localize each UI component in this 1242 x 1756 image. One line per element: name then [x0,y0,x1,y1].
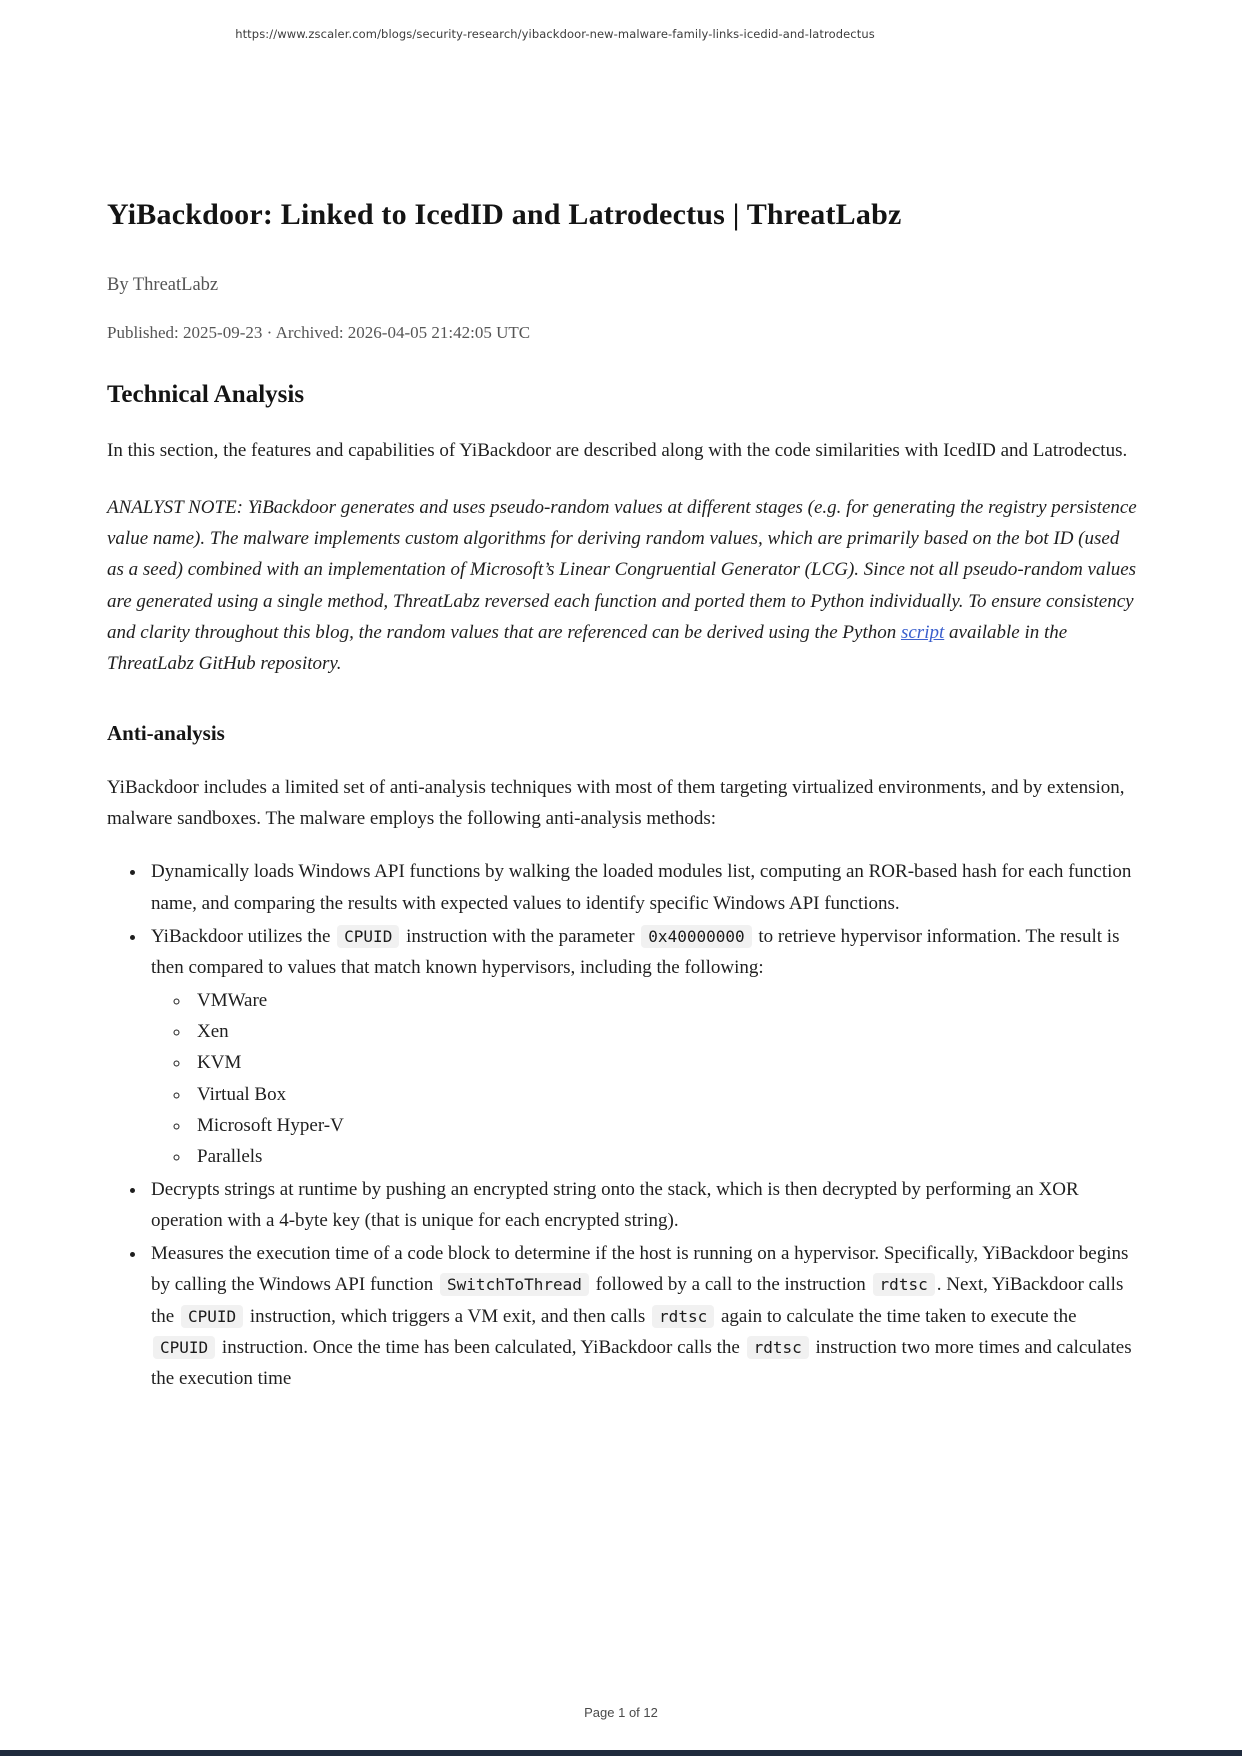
list-item: • YiBackdoor utilizes the CPUID instruction with the parameter 0x40000000 to retrieve hypervisor information. The result is then compared to values that match known hypervisors, including the following: ◦ VMWare ◦ Xen ◦ KVM ◦ Virtual Box ◦ Microsoft Hyper-V ◦ Parallels [147,921,1137,1172]
inline-link[interactable]: script [900,621,945,643]
inline-code: CPUID [153,1336,215,1359]
heading-anti-analysis: Anti-analysis [107,721,225,746]
byline: By ThreatLabz [107,275,219,295]
sublist-item: ◦ Virtual Box [191,1079,1137,1110]
inline-code: rdtsc [873,1273,935,1296]
heading-technical-analysis: Technical Analysis [107,381,305,408]
analyst-note: ANALYST NOTE: YiBackdoor generates and uses pseudo-random values at different stages (e.g. for generating the registry persistence value name). The malware implements custom algorithms for deriving random values, which are primarily based on the bot ID (used as a seed) combined with an implementation of Microsoft’s Linear Congruential Generator (LCG). Since not all pseudo-random values are generated using a single method, ThreatLabz reversed each function and ported them to Python individually. To ensure consistency and clarity throughout this blog, the random values that are referenced can be derived using the Python script available in the ThreatLabz GitHub repository. [107,497,1137,674]
sublist-item: ◦ Microsoft Hyper-V [191,1110,1137,1141]
page-number: Page 1 of 12 [584,1705,658,1720]
list-item: • Dynamically loads Windows API functions by walking the loaded modules list, computing an ROR-based hash for each function name, and comparing the results with expected values to identify specific Windows API functions. [147,856,1137,918]
inline-code: rdtsc [652,1305,714,1328]
sublist-item: ◦ KVM [191,1047,1137,1078]
sublist-item: ◦ VMWare [191,985,1137,1016]
inline-code: 0x40000000 [641,925,751,948]
article-content [107,0,1137,1396]
sublist-item: ◦ Parallels [191,1141,1137,1172]
inline-code: rdtsc [747,1336,809,1359]
inline-code: CPUID [181,1305,243,1328]
sublist-item: ◦ Xen [191,1016,1137,1047]
list-item: • Decrypts strings at runtime by pushing an encrypted string onto the stack, which is then decrypted by performing an XOR operation with a 4-byte key (that is unique for each encrypted string). [147,1174,1137,1236]
anti-analysis-list [107,856,1137,1394]
inline-code: SwitchToThread [440,1273,589,1296]
inline-code: CPUID [337,925,399,948]
page-title: YiBackdoor: Linked to IcedID and Latrodectus | ThreatLabz [107,198,902,231]
technical-analysis-intro: In this section, the features and capabilities of YiBackdoor are described along with the code similarities with IcedID and Latrodectus. [107,440,1128,461]
list-item: • Measures the execution time of a code block to determine if the host is running on a hypervisor. Specifically, YiBackdoor begins by calling the Windows API function SwitchToThread followed by a call to the instruction rdtsc . Next, YiBackdoor calls the CPUID instruction, which triggers a VM exit, and then calls rdtsc again to calculate the time taken to execute the CPUID instruction. Once the time has been calculated, YiBackdoor calls the rdtsc instruction two more times and calculates the execution time [147,1238,1137,1394]
bottom-bar [0,1750,1242,1756]
print-url-header: https://www.zscaler.com/blogs/security-research/yibackdoor-new-malware-family-links-icedid-and-latrodectus [235,27,875,41]
hypervisor-list [151,985,1137,1172]
published-archived-meta: Published: 2025-09-23 · Archived: 2026-04-05 21:42:05 UTC [107,323,531,342]
anti-analysis-intro: YiBackdoor includes a limited set of anti-analysis techniques with most of them targeting virtualized environments, and by extension, malware sandboxes. The malware employs the following anti-analysis methods: [107,777,1125,830]
